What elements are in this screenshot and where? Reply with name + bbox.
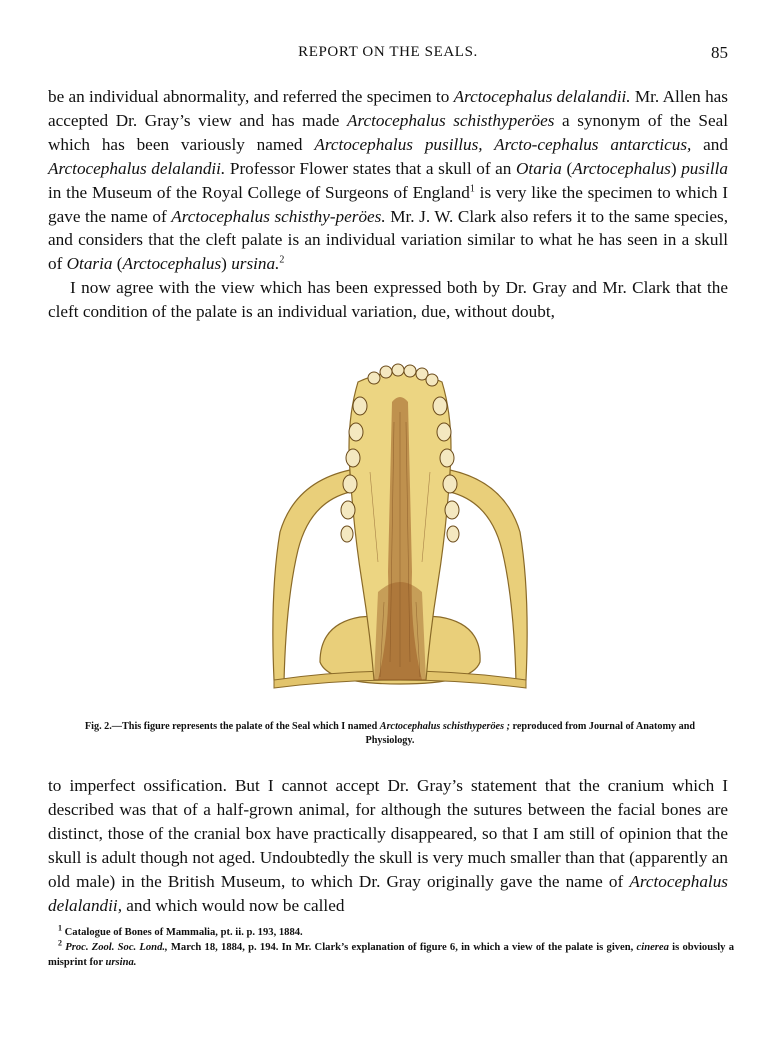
- footnote-number: 2: [58, 938, 62, 948]
- footnote-1: [48, 925, 734, 940]
- text-run: Professor Flower states that a skull of an: [225, 158, 517, 178]
- footnote-ref-1: 1: [469, 182, 475, 194]
- footnote-text: Catalogue of Bones of Mammalia, pt. ii. p. 193, 1884.: [62, 927, 303, 938]
- body-text-bottom: [48, 774, 728, 917]
- text-run: Mr. Allen has accepted Dr. Gray’s view and has made: [48, 87, 728, 130]
- caption-text: Fig. 2.—This figure represents the palate of the Seal which I named: [84, 721, 380, 732]
- footnote-2: [48, 940, 734, 970]
- text-run: and which would now be called: [122, 895, 345, 915]
- paragraph-1: [48, 85, 728, 276]
- species-name: Arctocephalus delalandii,: [48, 871, 728, 915]
- text-run: in the Museum of the Royal College of Surgeons of England: [48, 182, 470, 202]
- page-header: [48, 44, 728, 66]
- footnote-ref-2: 2: [279, 254, 285, 266]
- running-head: REPORT ON THE SEALS.: [298, 44, 478, 60]
- figure-2: [250, 362, 550, 704]
- text-run: (: [561, 158, 573, 178]
- genus-name: Arctocephalus: [572, 158, 671, 178]
- species-name: Arctocephalus schisthy-peröes.: [171, 206, 386, 226]
- genus-name: Otaria: [66, 254, 113, 274]
- species-epithet: ursina.: [105, 957, 137, 968]
- paragraph-3: [48, 774, 728, 917]
- text-run: is very like the specimen to which I gave the name of: [48, 182, 728, 226]
- footnotes: [48, 925, 734, 970]
- text-run: a synonym of the Seal which has been variously named: [48, 110, 729, 154]
- text-run: ): [221, 254, 232, 274]
- text-run: be an individual abnormality, and referred the specimen to: [48, 87, 454, 106]
- paragraph-2: I now agree with the view which has been expressed both by Dr. Gray and Mr. Clark that the cleft condition of the palate is an individual variation, due, without doubt,: [48, 278, 728, 322]
- genus-name: Arctocephalus: [122, 254, 222, 274]
- caption-text: reproduced from Journal of Anatomy and Physiology.: [365, 721, 696, 746]
- text-run: to imperfect ossification. But I cannot accept Dr. Gray’s statement that the cranium which I described was that of a half-grown animal, for although the sutures between the facial bones are distinct, those of the cranial box have practically disappeared, so that I am still of opinion that the skull is adult though not aged. Undoubtedly the skull is very much smaller than that (apparently an old male) in the British Museum, to which Dr. Gray originally gave the name of: [48, 776, 728, 891]
- text-run: ): [670, 158, 682, 178]
- species-name: Arctocephalus delalandii.: [48, 158, 226, 178]
- text-run: and: [691, 134, 728, 154]
- journal-title: Proc. Zool. Soc. Lond.,: [65, 942, 168, 953]
- footnote-text: March 18, 1884, p. 194. In Mr. Clark’s explanation of figure 6, in which a view of the palate is given,: [167, 942, 637, 953]
- genus-name: Otaria: [516, 158, 562, 178]
- species-name: Arctocephalus pusillus, Arcto-cephalus antarcticus,: [314, 134, 692, 154]
- caption-species: Arctocephalus schisthyperöes ;: [379, 721, 510, 732]
- text-run: Mr. J. W. Clark also refers it to the same species, and considers that the cleft palate is an individual variation similar to what he has seen in a skull of: [48, 206, 729, 274]
- figure-caption: [80, 720, 700, 748]
- species-epithet: cinerea: [636, 942, 669, 953]
- text-run: (: [112, 254, 123, 274]
- species-name: pusilla: [681, 158, 728, 178]
- footnote-text: is obviously a misprint for: [48, 942, 734, 968]
- page-number: 85: [711, 43, 728, 62]
- footnote-number: 1: [58, 923, 62, 933]
- body-text-top: [48, 85, 728, 324]
- species-name: Arctocephalus delalandii.: [453, 87, 631, 106]
- species-name: Arctocephalus schisthyperöes: [346, 110, 555, 130]
- species-name: ursina.: [231, 254, 280, 274]
- seal-skull-palate-illustration: [250, 362, 550, 704]
